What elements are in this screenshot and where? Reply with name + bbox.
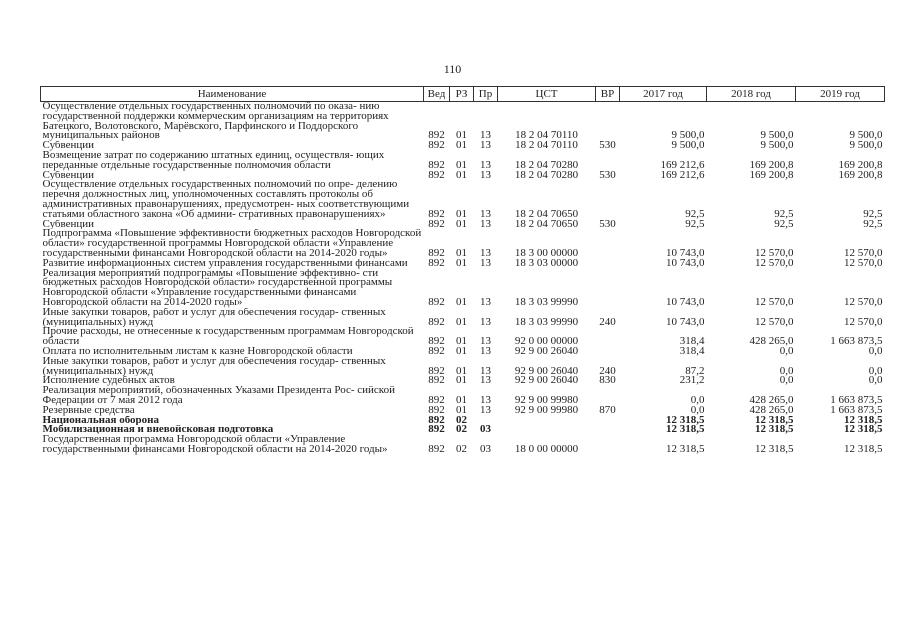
cell-2019: 1 663 873,5 bbox=[830, 405, 883, 416]
cell-pr: 13 bbox=[480, 376, 491, 387]
cell-rz: 01 bbox=[456, 207, 467, 220]
table-row bbox=[41, 386, 885, 406]
cell-rz: 01 bbox=[456, 158, 467, 171]
cell-vr bbox=[596, 416, 620, 426]
cell-vr: 530 bbox=[599, 141, 616, 151]
cell-cst: 92 9 00 99980 bbox=[514, 393, 579, 406]
cell-cst: 18 2 04 70110 bbox=[515, 129, 578, 142]
cell-name: Мобилизационная и вневойсковая подготовка bbox=[42, 425, 274, 436]
cell-pr: 13 bbox=[480, 129, 491, 142]
cell-vr bbox=[596, 229, 620, 258]
cell-2019: 12 318,5 bbox=[844, 415, 883, 426]
cell-name: Субвенции bbox=[42, 141, 95, 151]
cell-2019: 1 663 873,5 bbox=[830, 335, 883, 347]
cell-cst: 92 9 00 26040 bbox=[514, 376, 579, 387]
cell-name: Реализация мероприятий подпрограммы «Повышение эффективно- сти бюджетных расходов Новгородской области» государственной программы Новгородской области «Управление государственными финансами Новгородской области на 2014-2020 годы» bbox=[42, 268, 393, 308]
cell-ved: 892 bbox=[428, 258, 445, 269]
cell-2017: 92,5 bbox=[685, 207, 705, 220]
table-body bbox=[41, 102, 885, 455]
table-row bbox=[41, 416, 885, 426]
cell-name: Резервные средства bbox=[42, 405, 135, 416]
cell-vr: 830 bbox=[599, 376, 616, 387]
header-cst: ЦСТ bbox=[498, 87, 596, 102]
cell-2018: 9 500,0 bbox=[760, 141, 794, 151]
cell-vr bbox=[596, 347, 620, 357]
header-pr: Пр bbox=[474, 87, 498, 102]
cell-2019: 12 570,0 bbox=[844, 315, 883, 328]
cell-rz: 02 bbox=[456, 442, 467, 455]
cell-rz: 01 bbox=[456, 258, 467, 269]
cell-cst: 18 2 04 70650 bbox=[514, 219, 579, 230]
cell-rz: 01 bbox=[456, 393, 467, 406]
cell-2018: 0,0 bbox=[779, 376, 794, 387]
cell-name: Подпрограмма «Повышение эффективности бюджетных расходов Новгородской области» государственной программы Новгородской области «Управление государственными финансами Новгородской области на 2014-2020 годы» bbox=[42, 229, 422, 259]
table-row bbox=[41, 269, 885, 308]
header-name: Наименование bbox=[41, 87, 424, 102]
cell-rz: 01 bbox=[456, 364, 467, 377]
cell-vr bbox=[596, 327, 620, 347]
page-number: 110 bbox=[443, 62, 462, 76]
cell-2019: 0,0 bbox=[868, 346, 883, 357]
cell-2018: 169 200,8 bbox=[749, 158, 794, 171]
cell-cst: 18 2 04 70280 bbox=[514, 170, 579, 181]
cell-2018: 12 570,0 bbox=[755, 258, 794, 269]
cell-2017: 169 212,6 bbox=[660, 170, 705, 181]
cell-ved: 892 bbox=[428, 415, 445, 426]
cell-ved: 892 bbox=[428, 346, 445, 357]
cell-ved: 892 bbox=[428, 393, 445, 406]
cell-pr: 13 bbox=[480, 405, 491, 416]
cell-2019: 12 570,0 bbox=[844, 246, 883, 259]
cell-name: Субвенции bbox=[42, 219, 95, 230]
cell-cst: 18 3 00 00000 bbox=[514, 246, 579, 259]
cell-name: Государственная программа Новгородской области «Управление государственными финансами Новгородской области на 2014-2020 годы» bbox=[42, 435, 388, 455]
cell-2017: 169 212,6 bbox=[660, 158, 705, 171]
cell-name: Субвенции bbox=[42, 170, 95, 181]
cell-pr: 13 bbox=[480, 246, 491, 259]
cell-pr: 13 bbox=[480, 335, 491, 347]
cell-ved: 892 bbox=[428, 170, 445, 181]
cell-name: Осуществление отдельных государственных полномочий по опре- делению перечня должностных лиц, уполномоченных составлять протоколы об административных правонарушениях, предусмотрен- ных соответствующими статьями областного закона «Об админи- стративных правонарушениях» bbox=[42, 180, 410, 220]
cell-name: Прочие расходы, не отнесенные к государственным программам Новгородской области bbox=[42, 327, 414, 347]
cell-pr: 13 bbox=[480, 158, 491, 171]
cell-cst bbox=[498, 425, 596, 435]
cell-2019: 1 663 873,5 bbox=[830, 393, 883, 406]
cell-2018: 12 318,5 bbox=[755, 442, 794, 455]
cell-2017: 318,4 bbox=[679, 346, 705, 357]
cell-2018: 12 318,5 bbox=[755, 425, 794, 436]
header-rz: РЗ bbox=[450, 87, 474, 102]
cell-cst bbox=[498, 416, 596, 426]
cell-2019: 92,5 bbox=[863, 207, 883, 220]
table-row bbox=[41, 376, 885, 386]
cell-ved: 892 bbox=[428, 295, 445, 308]
cell-2019: 12 570,0 bbox=[844, 258, 883, 269]
cell-vr bbox=[596, 151, 620, 171]
cell-rz: 01 bbox=[456, 346, 467, 357]
header-ved: Вед bbox=[424, 87, 450, 102]
cell-name: Развитие информационных систем управления государственными финансами bbox=[42, 258, 408, 269]
cell-2018: 0,0 bbox=[779, 364, 794, 377]
cell-ved: 892 bbox=[428, 129, 445, 142]
cell-vr bbox=[596, 102, 620, 142]
cell-cst: 92 9 00 99980 bbox=[514, 405, 579, 416]
table-row bbox=[41, 151, 885, 171]
cell-2017: 9 500,0 bbox=[671, 141, 705, 151]
cell-2019: 12 570,0 bbox=[844, 295, 883, 308]
cell-ved: 892 bbox=[428, 158, 445, 171]
cell-pr: 03 bbox=[480, 442, 491, 455]
cell-cst: 18 0 00 00000 bbox=[514, 442, 579, 455]
cell-2017: 92,5 bbox=[685, 219, 705, 230]
cell-2017: 10 743,0 bbox=[666, 246, 705, 259]
cell-cst: 18 2 04 70110 bbox=[515, 141, 578, 151]
cell-2018: 428 265,0 bbox=[749, 393, 794, 406]
table-row bbox=[41, 435, 885, 455]
cell-vr: 240 bbox=[599, 364, 616, 377]
cell-vr bbox=[596, 269, 620, 308]
cell-pr: 13 bbox=[480, 207, 491, 220]
cell-pr: 13 bbox=[480, 315, 491, 328]
cell-2019: 0,0 bbox=[868, 376, 883, 387]
table-row bbox=[41, 180, 885, 219]
cell-rz: 01 bbox=[456, 376, 467, 387]
cell-2017: 87,2 bbox=[685, 364, 705, 377]
cell-2019: 0,0 bbox=[868, 364, 883, 377]
header-vr: ВР bbox=[596, 87, 620, 102]
cell-vr bbox=[596, 180, 620, 219]
cell-pr: 13 bbox=[480, 141, 491, 151]
cell-rz: 01 bbox=[456, 170, 467, 181]
cell-cst: 18 3 03 00000 bbox=[514, 258, 579, 269]
cell-name: Реализация мероприятий, обозначенных Указами Президента Рос- сийской Федерации от 7 мая 2012 года bbox=[42, 386, 395, 406]
cell-vr bbox=[596, 435, 620, 455]
cell-rz: 01 bbox=[456, 246, 467, 259]
cell-pr: 03 bbox=[480, 425, 491, 436]
cell-pr: 13 bbox=[480, 219, 491, 230]
cell-2018: 12 570,0 bbox=[755, 246, 794, 259]
cell-rz: 01 bbox=[456, 315, 467, 328]
cell-vr bbox=[596, 259, 620, 269]
header-2017: 2017 год bbox=[620, 87, 707, 102]
cell-2018: 0,0 bbox=[779, 346, 794, 357]
cell-ved: 892 bbox=[428, 405, 445, 416]
cell-2019: 12 318,5 bbox=[844, 425, 883, 436]
cell-2018: 169 200,8 bbox=[749, 170, 794, 181]
cell-2017: 10 743,0 bbox=[666, 258, 705, 269]
cell-ved: 892 bbox=[428, 442, 445, 455]
table-row bbox=[41, 425, 885, 435]
cell-cst: 92 9 00 26040 bbox=[514, 364, 579, 377]
table-row bbox=[41, 220, 885, 230]
cell-2017: 9 500,0 bbox=[671, 129, 705, 142]
cell-name: Иные закупки товаров, работ и услуг для обеспечения государ- ственных (муниципальных) нужд bbox=[42, 356, 386, 377]
cell-name: Национальная оборона bbox=[42, 415, 160, 426]
table-row bbox=[41, 308, 885, 328]
budget-table bbox=[40, 86, 885, 455]
cell-rz: 02 bbox=[456, 425, 467, 436]
table-row bbox=[41, 327, 885, 347]
cell-rz: 01 bbox=[456, 405, 467, 416]
cell-2019: 12 318,5 bbox=[844, 442, 883, 455]
cell-vr: 530 bbox=[599, 219, 616, 230]
cell-2018: 9 500,0 bbox=[760, 129, 794, 142]
cell-2017: 12 318,5 bbox=[666, 442, 705, 455]
cell-name: Исполнение судебных актов bbox=[42, 376, 175, 387]
cell-vr bbox=[596, 425, 620, 435]
cell-2019: 9 500,0 bbox=[849, 141, 883, 151]
cell-pr: 13 bbox=[480, 295, 491, 308]
cell-2017: 231,2 bbox=[679, 376, 705, 387]
cell-rz: 01 bbox=[456, 141, 467, 151]
header-row bbox=[41, 87, 885, 102]
cell-ved: 892 bbox=[428, 219, 445, 230]
cell-rz: 01 bbox=[456, 295, 467, 308]
cell-rz: 01 bbox=[456, 129, 467, 142]
cell-pr bbox=[474, 416, 498, 426]
table-row bbox=[41, 406, 885, 416]
cell-2019: 9 500,0 bbox=[849, 129, 883, 142]
table-row bbox=[41, 229, 885, 258]
cell-cst: 18 3 03 99990 bbox=[514, 295, 579, 308]
cell-name: Осуществление отдельных государственных полномочий по оказа- нию государственной поддержки коммерческим организациям на территориях Батецкого, Волотовского, Марёвского, Парфинского и Поддорского муниципальных районов bbox=[42, 101, 389, 142]
cell-name: Иные закупки товаров, работ и услуг для обеспечения государ- ственных (муниципальных) нужд bbox=[42, 307, 386, 328]
cell-ved: 892 bbox=[428, 364, 445, 377]
cell-2018: 12 570,0 bbox=[755, 315, 794, 328]
cell-cst: 92 0 00 00000 bbox=[514, 335, 579, 347]
table-row bbox=[41, 102, 885, 142]
table-row bbox=[41, 347, 885, 357]
cell-cst: 18 2 04 70280 bbox=[514, 158, 579, 171]
cell-2017: 12 318,5 bbox=[666, 415, 705, 426]
cell-2018: 428 265,0 bbox=[749, 335, 794, 347]
cell-name: Возмещение затрат по содержанию штатных единиц, осуществля- ющих переданные отдельные государственные полномочия области bbox=[42, 150, 385, 171]
cell-vr: 240 bbox=[599, 315, 616, 328]
cell-2017: 318,4 bbox=[679, 335, 705, 347]
cell-ved: 892 bbox=[428, 376, 445, 387]
cell-2017: 10 743,0 bbox=[666, 315, 705, 328]
cell-2018: 92,5 bbox=[774, 207, 794, 220]
cell-ved: 892 bbox=[428, 425, 445, 436]
cell-2017: 12 318,5 bbox=[666, 425, 705, 436]
cell-2019: 169 200,8 bbox=[838, 158, 883, 171]
cell-rz: 01 bbox=[456, 335, 467, 347]
cell-2018: 12 570,0 bbox=[755, 295, 794, 308]
cell-cst: 18 2 04 70650 bbox=[514, 207, 579, 220]
cell-2018: 92,5 bbox=[774, 219, 794, 230]
cell-rz: 01 bbox=[456, 219, 467, 230]
table-row bbox=[41, 357, 885, 377]
cell-ved: 892 bbox=[428, 207, 445, 220]
cell-2017: 0,0 bbox=[690, 393, 705, 406]
cell-rz: 02 bbox=[456, 415, 467, 426]
cell-2018: 12 318,5 bbox=[755, 415, 794, 426]
cell-name: Оплата по исполнительным листам к казне Новгородской области bbox=[42, 346, 353, 357]
header-2018: 2018 год bbox=[707, 87, 796, 102]
cell-vr: 530 bbox=[599, 170, 616, 181]
cell-ved: 892 bbox=[428, 141, 445, 151]
cell-2019: 92,5 bbox=[863, 219, 883, 230]
cell-ved: 892 bbox=[428, 246, 445, 259]
cell-ved: 892 bbox=[428, 335, 445, 347]
cell-cst: 92 9 00 26040 bbox=[514, 346, 579, 357]
cell-ved: 892 bbox=[428, 315, 445, 328]
table-row bbox=[41, 141, 885, 151]
cell-pr: 13 bbox=[480, 258, 491, 269]
cell-pr: 13 bbox=[480, 346, 491, 357]
cell-2017: 0,0 bbox=[690, 405, 705, 416]
cell-vr: 870 bbox=[599, 405, 616, 416]
cell-pr: 13 bbox=[480, 170, 491, 181]
cell-2019: 169 200,8 bbox=[838, 170, 883, 181]
cell-2017: 10 743,0 bbox=[666, 295, 705, 308]
cell-pr: 13 bbox=[480, 364, 491, 377]
cell-cst: 18 3 03 99990 bbox=[514, 315, 579, 328]
cell-vr bbox=[596, 386, 620, 406]
table-row bbox=[41, 171, 885, 181]
cell-2018: 428 265,0 bbox=[749, 405, 794, 416]
header-2019: 2019 год bbox=[796, 87, 885, 102]
cell-pr: 13 bbox=[480, 393, 491, 406]
table-row bbox=[41, 259, 885, 269]
